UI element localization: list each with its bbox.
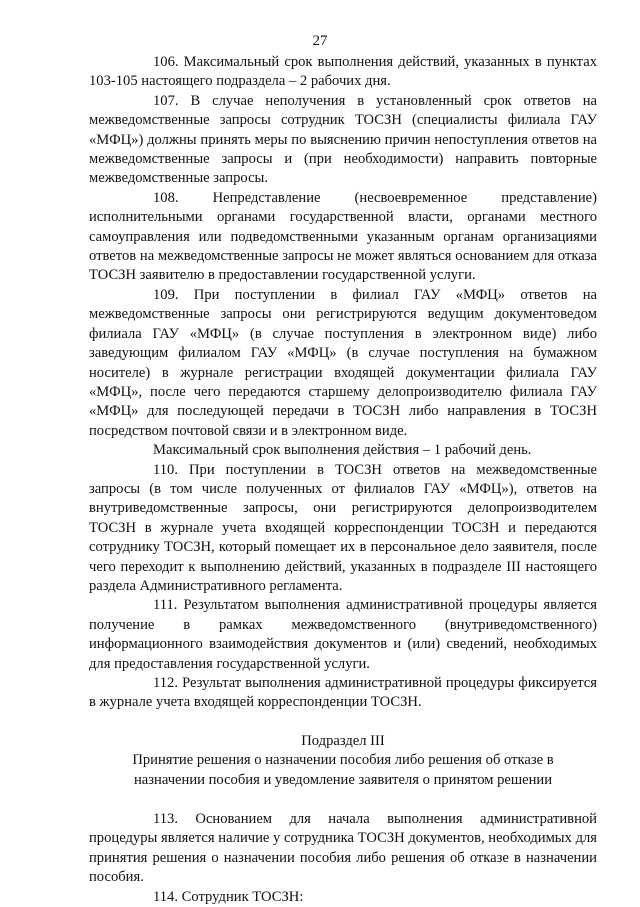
paragraph-114: 114. Сотрудник ТОСЗН:: [153, 888, 304, 905]
paragraph-110: 110. При поступлении в ТОСЗН ответов на межведомственные запросы (в том числе полученных от филиалов ГАУ «МФЦ»), ответов на внутриведомственные запросы, они регистрируются делопроизводителем ТОСЗН в журнале учета входящей корреспонденции ТОСЗН и передаются сотруднику ТОСЗН, который помещает их в персональное дело заявителя, после чего переходит к выполнению действий, указанных в подразделе III настоящего раздела Административного регламента.: [89, 461, 597, 594]
paragraph-max-term: Максимальный срок выполнения действия – 1 рабочий день.: [153, 442, 532, 459]
paragraph-109: 109. При поступлении в филиал ГАУ «МФЦ» ответов на межведомственные запросы они регистрируются ведущим документоведом филиала ГАУ «МФЦ» (в случае поступления в электронном виде) либо заведующим филиалом ГАУ «МФЦ» (в случае поступления на бумажном носителе) в журнале регистрации входящей документации филиала ГАУ «МФЦ», после чего передаются старшему делопроизводителю филиала ГАУ «МФЦ» для последующей передачи в ТОСЗН либо направления в ТОСЗН посредством почтовой связи и в электронном виде.: [89, 286, 597, 439]
paragraph-106: 106. Максимальный срок выполнения действий, указанных в пунктах 103-105 настоящего подраздела – 2 рабочих дня.: [89, 54, 597, 90]
section-spacer: [89, 713, 597, 732]
page-number: 27: [312, 33, 328, 49]
document-body: [89, 53, 597, 907]
section-spacer: [89, 790, 597, 810]
section-title: Подраздел III: [301, 732, 385, 749]
paragraph-112: 112. Результат выполнения административной процедуры фиксируется в журнале учета входящей корреспонденции ТОСЗН.: [89, 675, 597, 711]
paragraph-111: 111. Результатом выполнения административной процедуры является получение в рамках межведомственного (внутриведомственного) информационного взаимодействия документов и (или) сведений, необходимых для предоставления государственной услуги.: [89, 597, 597, 672]
paragraph-107: 107. В случае неполучения в установленный срок ответов на межведомственные запросы сотрудник ТОСЗН (специалисты филиала ГАУ «МФЦ») должны принять меры по выяснению причин непоступления ответов на межведомственные запросы и (при необходимости) направить повторные межведомственные запросы.: [89, 92, 597, 187]
paragraph-113: 113. Основанием для начала выполнения административной процедуры является наличие у сотрудника ТОСЗН документов, необходимых для принятия решения о назначении пособия либо решения об отказе в назначении пособия.: [89, 811, 597, 886]
section-heading: Принятие решения о назначении пособия либо решения об отказе в назначении пособия и уведомление заявителя о принятом решении: [132, 752, 554, 788]
paragraph-108: 108. Непредставление (несвоевременное представление) исполнительными органами государственной власти, органами местного самоуправления или подведомственными указанным органам организациями ответов на межведомственные запросы не может являться основанием для отказа ТОСЗН заявителю в предоставлении государственной услуги.: [89, 189, 597, 284]
